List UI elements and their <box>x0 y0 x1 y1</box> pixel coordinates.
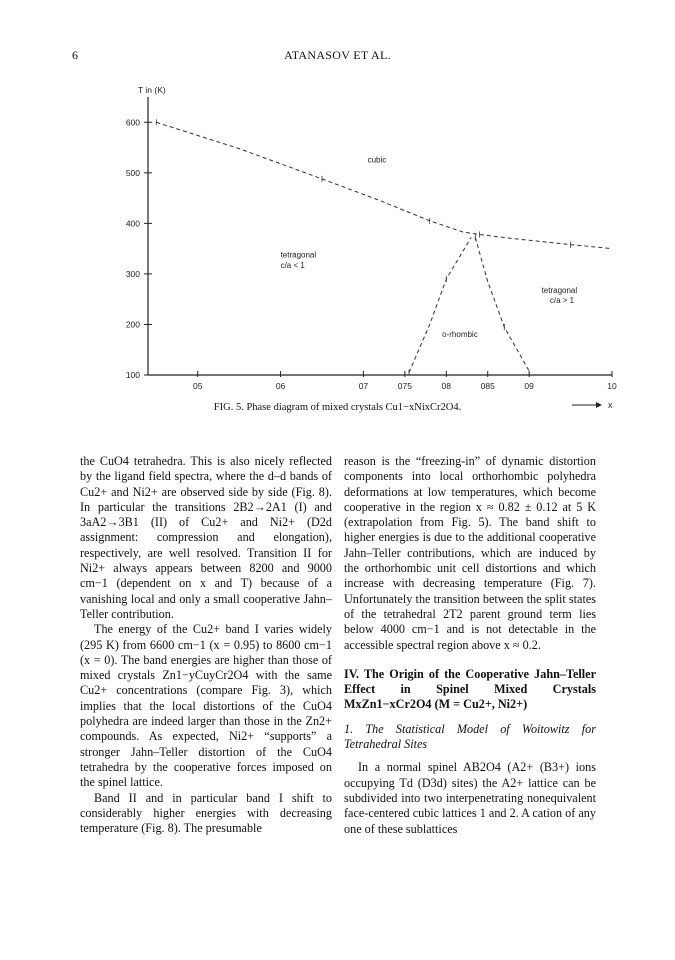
x-tick-label: 085 <box>480 381 495 391</box>
phase-boundary-1 <box>156 122 612 248</box>
y-tick-label: 600 <box>125 117 140 128</box>
x-tick-label: 07 <box>358 381 369 391</box>
region-label-tetragonal-right: tetragonal <box>541 286 578 296</box>
left-column <box>80 454 332 836</box>
left-paragraph-2: The energy of the Cu2+ band I varies widely (295 K) from 6600 cm−1 (x = 0.95) to 8600 cm−1 (x = 0). The band energies are higher than those of mixed crystals Zn1−yCuyCr2O4 with the same Cu2+ concentrations (compare Fig. 3), which implies that the local distortions of the CuO4 polyhedra are indeed larger than those in the Zn2+ compounds. As expected, Ni2+ “supports” a stronger Jahn–Teller distortion of the CuO4 tetrahedra by the cooperative forces imposed on the spinel lattice. <box>80 622 332 790</box>
section-heading: IV. The Origin of the Cooperative Jahn–Teller Effect in Spinel Mixed Crystals MxZn1−xCr2O4 (M = Cu2+, Ni2+) <box>344 666 596 711</box>
y-tick-label: 200 <box>125 319 140 330</box>
left-paragraph-1: the CuO4 tetrahedra. This is also nicely reflected by the ligand field spectra, where the d–d bands of Cu2+ and Ni2+ are observed side by side (Fig. 8). In particular the transitions 2B2→2A1 (I) and 3aA2→3B1 (II) of Cu2+ and Ni2+ (D2d assignment: compression and elongation), respectively, are well resolved. Transition II for Ni2+ always appears between 8200 and 9000 cm−1 (dependent on x and T) because of a vanishing local and only a small cooperative Jahn–Teller contribution. <box>80 454 332 621</box>
x-tick-label: 10 <box>607 381 617 391</box>
left-paragraph-3: Band II and in particular band I shift to considerably higher energies with decreasing temperature (Fig. 8). The presumable <box>80 790 332 836</box>
subsection-heading: 1. The Statistical Model of Woitowitz for Tetrahedral Sites <box>344 721 596 752</box>
y-axis-label: T in (K) <box>138 85 166 95</box>
region-label-ratio-left: c/a < 1 <box>280 260 305 270</box>
x-tick-label: 05 <box>192 381 203 391</box>
y-tick-label: 100 <box>125 370 140 380</box>
region-label-tetragonal-left: tetragonal <box>280 250 317 260</box>
x-axis-label: x <box>608 400 613 410</box>
phase-boundary-3 <box>475 238 529 372</box>
x-tick-label: 09 <box>524 381 534 391</box>
phase-boundary-2 <box>409 238 471 373</box>
region-label-cubic: cubic <box>367 155 387 165</box>
right-paragraph-2: In a normal spinel AB2O4 (A2+ (B3+) ions occupying Td (D3d) sites) the A2+ lattice can be subdivided into two interpenetrating nonequivalent face-centered cubic lattices 1 and 2. A cation of any one of these sublattices <box>344 760 596 836</box>
running-title: ATANASOV ET AL. <box>284 48 391 62</box>
y-tick-label: 300 <box>125 268 140 279</box>
page-number: 6 <box>72 48 79 62</box>
y-tick-label: 500 <box>125 167 140 178</box>
figure-caption: FIG. 5. Phase diagram of mixed crystals Cu1−xNixCr2O4. <box>213 402 462 413</box>
x-tick-label: 08 <box>441 381 452 391</box>
region-label-ratio-right: c/a > 1 <box>549 296 575 306</box>
y-tick-label: 400 <box>125 218 140 229</box>
x-tick-label: 075 <box>397 381 412 391</box>
chart-region-labels <box>281 156 578 339</box>
chart-axes <box>138 85 613 410</box>
region-label-orthorhombic: o-rhombic <box>442 330 478 340</box>
right-paragraph-1: reason is the “freezing-in” of dynamic distortion components into local orthorhombic polyhedra deformations at low temperatures, which become cooperative in the region x ≈ 0.82 ± 0.12 at 5 K (extrapolation from Fig. 5). The band shift to higher energies is due to the additional cooperative Jahn–Teller contributions, which are induced by the orthorhombic unit cell distortions and which increase with decreasing temperature (Fig. 7). Unfortunately the transition between the split states of the tetrahedral 2T2 parent ground term lies below 4000 cm−1 and is not detectable in the accessible spectral region above x ≈ 0.2. <box>344 454 596 652</box>
right-column <box>344 454 596 837</box>
x-tick-label: 06 <box>275 381 286 391</box>
